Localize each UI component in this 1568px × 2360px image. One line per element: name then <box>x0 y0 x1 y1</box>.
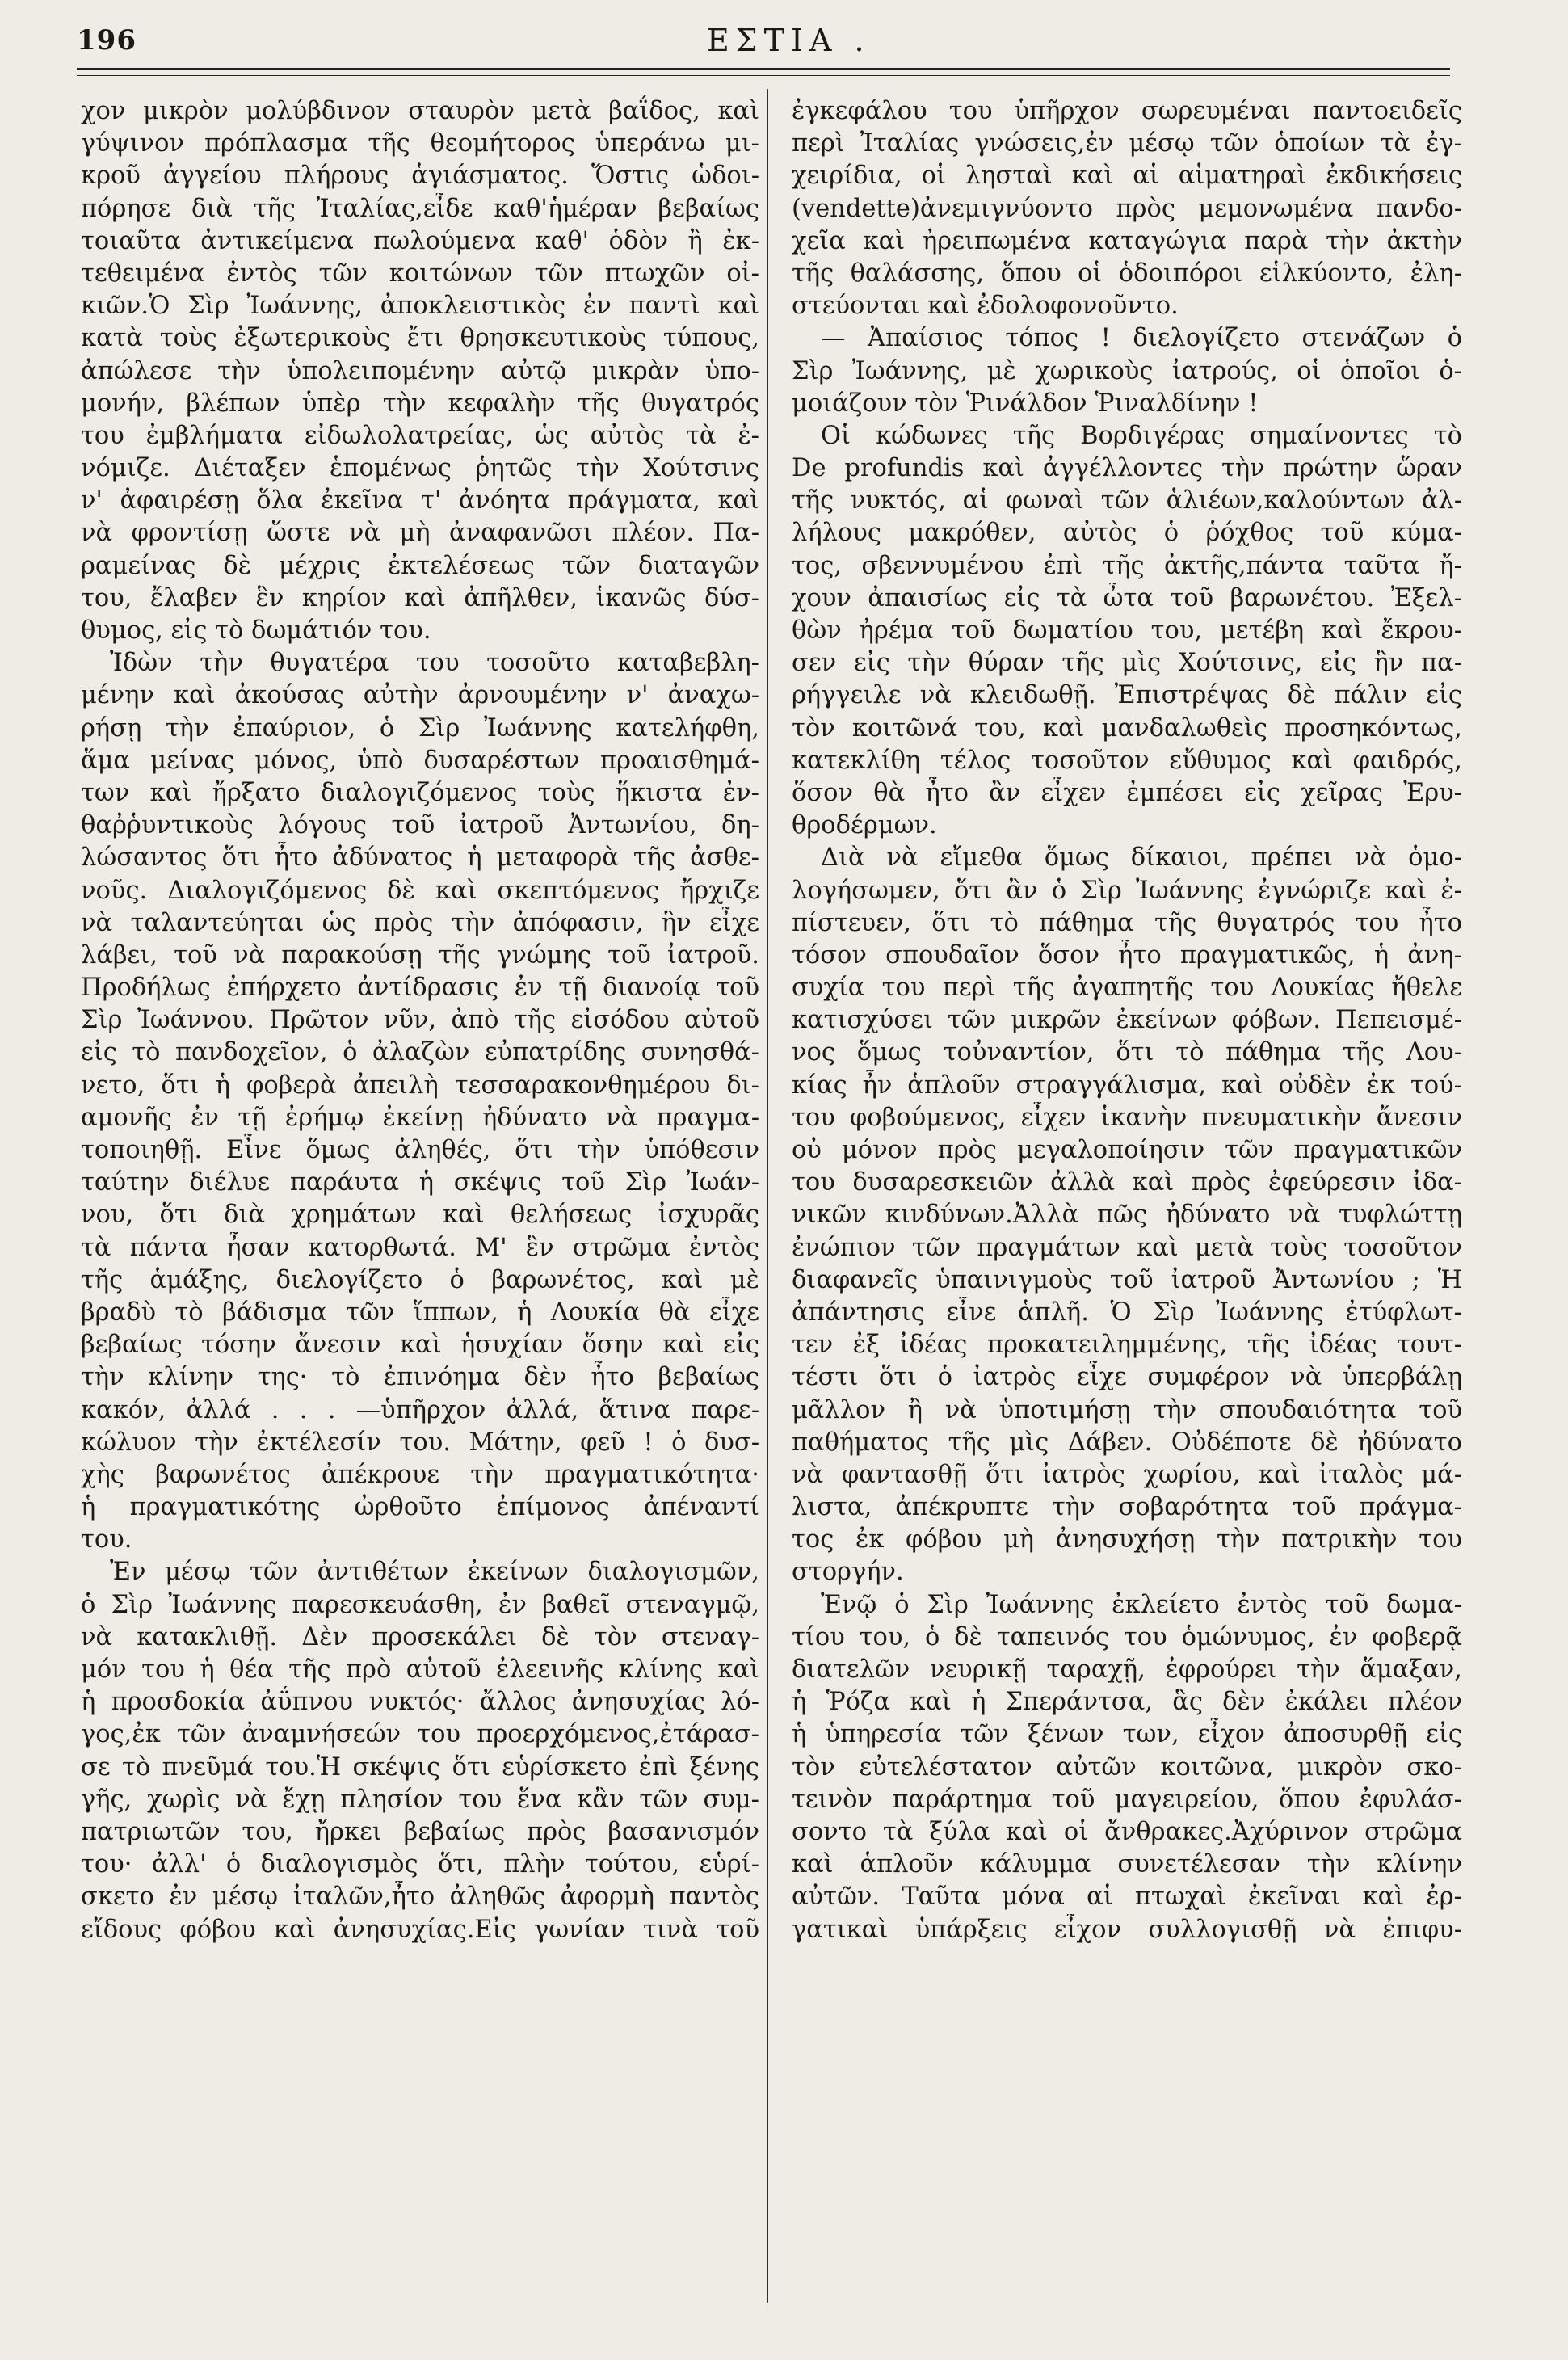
text-line: ν' ἀφαιρέσῃ ὅλα ἐκεῖνα τ' ἀνόητα πράγματα, καὶ <box>81 486 759 515</box>
text-line: λάβει, τοῦ νὰ παρακούσῃ τῆς γνώμης τοῦ ἰατροῦ. <box>81 940 759 970</box>
text-line: ἡ Ῥόζα καὶ ἡ Σπεράντσα, ἃς δὲν ἐκάλει πλέον <box>792 1688 1462 1717</box>
text-line: τῆς νυκτός, αἱ φωναὶ τῶν ἁλιέων,καλούντων ἀλ- <box>792 486 1462 515</box>
text-line: διατελῶν νευρικῇ ταραχῇ, ἐφρούρει τὴν ἅμαξαν, <box>792 1655 1462 1684</box>
text-line: νετο, ὅτι ἡ φοβερὰ ἀπειλὴ τεσσαρακονθημέρου δι- <box>81 1071 759 1100</box>
text-line: πόρησε διὰ τῆς Ἰταλίας,εἶδε καθ'ἡμέραν βεβαίως <box>81 194 759 223</box>
text-line: νοῦς. Διαλογιζόμενος δὲ καὶ σκεπτόμενος ἤρχιζε <box>81 876 759 905</box>
text-line: τὴν κλίνην της· τὸ ἐπινόημα δὲν ἦτο βεβαίως <box>81 1363 759 1392</box>
text-line: τῆς θαλάσσης, ὅπου οἱ ὁδοιπόροι εἱλκύοντο, ἐλη- <box>792 259 1462 288</box>
left-text-column <box>81 95 759 2333</box>
text-line: ἡ ὑπηρεσία τῶν ξένων των, εἶχον ἀποσυρθῇ εἰς <box>792 1720 1462 1749</box>
text-line: ἅμα μείνας μόνος, ὑπὸ δυσαρέστων προαισθημά- <box>81 746 759 775</box>
text-line: μονήν, βλέπων ὑπὲρ τὴν κεφαλὴν τῆς θυγατρός <box>81 389 759 418</box>
text-line: Σὶρ Ἰωάννης, μὲ χωρικοὺς ἰατρούς, οἱ ὁποῖοι ὁ- <box>792 356 1462 385</box>
text-line: Ἐνῷ ὁ Σὶρ Ἰωάννης ἐκλείετο ἐντὸς τοῦ δωμα- <box>821 1590 1462 1619</box>
text-line: οὐ μόνον πρὸς μεγαλοποίησιν τῶν πραγματικῶν <box>792 1136 1462 1164</box>
text-line: Διὰ νὰ εἴμεθα ὅμως δίκαιοι, πρέπει νὰ ὁμο- <box>821 843 1462 873</box>
text-line: θὼν ἠρέμα τοῦ δωματίου του, μετέβη καὶ ἔκρου- <box>792 616 1462 645</box>
text-line: τὸν εὐτελέστατον αὐτῶν κοιτῶνα, μικρὸν σκο- <box>792 1752 1462 1782</box>
text-line: κροῦ ἀγγείου πλήρους ἁγιάσματος. Ὅστις ὡδοι- <box>81 162 759 191</box>
text-line: τόσον σπουδαῖον ὅσον ἦτο πραγματικῶς, ἡ ἀνη- <box>792 940 1462 970</box>
text-line: σκετο ἐν μέσῳ ἰταλῶν,ἦτο ἀληθῶς ἀφορμὴ παντὸς <box>81 1883 759 1912</box>
text-line: λιστα, ἀπέκρυπτε τὴν σοβαρότητα τοῦ πράγμα- <box>792 1493 1462 1522</box>
text-line: μένην καὶ ἀκούσας αὐτὴν ἀρνουμένην ν' ἀναχω- <box>81 681 759 710</box>
text-line: των καὶ ἤρξατο διαλογιζόμενος τοὺς ἥκιστα ἐν- <box>81 778 759 807</box>
text-line: του φοβούμενος, εἶχεν ἱκανὴν πνευματικὴν ἄνεσιν <box>792 1103 1462 1132</box>
text-line: σεν εἰς τὴν θύραν τῆς μὶς Χούτσινς, εἰς ἣν πα- <box>792 649 1462 678</box>
text-line: λήλους μακρόθεν, αὐτὸς ὁ ῥόχθος τοῦ κύμα- <box>792 519 1462 548</box>
text-line: στεύονται καὶ ἐδολοφονοῦντο. <box>792 292 1179 321</box>
text-line: διαφανεῖς ὑπαινιγμοὺς τοῦ ἰατροῦ Ἀντωνίου ; Ἡ <box>792 1265 1462 1294</box>
text-line: νος ὅμως τοὐναντίον, ὅτι τὸ πάθημα τῆς Λου- <box>792 1038 1462 1067</box>
text-line: τεινὸν παράρτημα τοῦ μαγειρείου, ὅπου ἐφυλάσ- <box>792 1785 1462 1814</box>
text-line: πατριωτῶν του, ἤρκει βεβαίως πρὸς βασανισμόν <box>81 1817 759 1846</box>
text-line: ἐνώπιον τῶν πραγμάτων καὶ μετὰ τοὺς τοσοῦτον <box>792 1233 1462 1262</box>
text-line: βεβαίως τόσην ἄνεσιν καὶ ἡσυχίαν ὅσην καὶ εἰς <box>81 1331 759 1360</box>
text-line: μᾶλλον ἢ νὰ ὑποτιμήσῃ τὴν σπουδαιότητα τοῦ <box>792 1395 1462 1424</box>
text-line: σε τὸ πνεῦμά του.Ἡ σκέψις ὅτι εὑρίσκετο ἐπὶ ξένης <box>81 1752 759 1782</box>
page-number: 196 <box>77 24 137 57</box>
text-line: κώλυον τὴν ἐκτέλεσίν του. Μάτην, φεῦ ! ὁ δυσ- <box>81 1428 759 1457</box>
text-line: γύψινον πρόπλασμα τῆς θεομήτορος ὑπεράνω μι- <box>81 129 759 158</box>
text-line: συχία του περὶ τῆς ἀγαπητῆς του Λουκίας ἤθελε <box>792 974 1462 1003</box>
text-line: χειρίδια, οἱ λησταὶ καὶ αἱ αἱματηραὶ ἐκδικήσεις <box>792 162 1462 191</box>
text-line: τὰ πάντα ἦσαν κατορθωτά. Μ' ἓν στρῶμα ἐντὸς <box>81 1233 759 1262</box>
text-line: του δυσαρεσκειῶν ἀλλὰ καὶ πρὸς ἐφεύρεσιν ἰδα- <box>792 1168 1462 1197</box>
text-line: κατισχύσει τῶν μικρῶν ἐκείνων φόβων. Πεπεισμέ- <box>792 1006 1462 1035</box>
text-line: λογήσωμεν, ὅτι ἂν ὁ Σὶρ Ἰωάννης ἐγνώριζε καὶ ἐ- <box>792 876 1462 905</box>
text-line: De profundis καὶ ἀγγέλλοντες τὴν πρώτην ὥραν <box>792 454 1462 483</box>
text-line: γος,ἐκ τῶν ἀναμνήσεών του προερχόμενος,ἐτάρασ- <box>81 1720 759 1749</box>
text-line: τεθειμένα ἐντὸς τῶν κοιτώνων τῶν πτωχῶν οἰ- <box>81 259 759 288</box>
column-divider <box>767 89 768 2303</box>
right-text-column <box>792 95 1462 2333</box>
text-line: ρήγγειλε νὰ κλειδωθῇ. Ἐπιστρέψας δὲ πάλιν εἰς <box>792 681 1462 710</box>
text-line: Ἰδὼν τὴν θυγατέρα του τοσοῦτο καταβεβλη- <box>110 649 759 678</box>
text-line: τέστι ὅτι ὁ ἰατρὸς εἶχε συμφέρον νὰ ὑπερβάλῃ <box>792 1363 1462 1392</box>
header-rule-thick <box>77 68 1450 70</box>
text-line: (vendette)ἀνεμιγνύοντο πρὸς μεμονωμένα πανδο- <box>792 194 1462 223</box>
text-line: εἴδους φόβου καὶ ἀνησυχίας.Εἰς γωνίαν τινὰ τοῦ <box>81 1915 759 1944</box>
text-line: τος, σβεννυμένου ἐπὶ τῆς ἀκτῆς,πάντα ταῦτα ἤ- <box>792 551 1462 580</box>
text-line: γατικαὶ ὑπάρξεις εἶχον συλλογισθῇ νὰ ἐπιφυ- <box>792 1915 1462 1944</box>
text-line: τῆς ἁμάξης, διελογίζετο ὁ βαρωνέτος, καὶ μὲ <box>81 1265 759 1294</box>
text-line: παθήματος τῆς μὶς Δάβεν. Οὐδέποτε δὲ ἠδύνατο <box>792 1428 1462 1457</box>
text-line: αὐτῶν. Ταῦτα μόνα αἱ πτωχαὶ ἐκεῖναι καὶ ἐρ- <box>792 1883 1462 1912</box>
text-line: στοργήν. <box>792 1558 904 1587</box>
text-line: πίστευεν, ὅτι τὸ πάθημα τῆς θυγατρός του ἦτο <box>792 908 1462 937</box>
text-line: καὶ ἁπλοῦν κάλυμμα συνετέλεσαν τὴν κλίνην <box>792 1850 1462 1879</box>
text-line: τίου του, ὁ δὲ ταπεινός του ὁμώνυμος, ἐν φοβερᾷ <box>792 1622 1462 1651</box>
text-line: του. <box>81 1525 132 1554</box>
text-line: κακόν, ἀλλά . . . —ὑπῆρχον ἀλλά, ἅτινα παρε- <box>81 1395 759 1424</box>
text-line: ἀπάντησις εἶνε ἁπλῆ. Ὁ Σὶρ Ἰωάννης ἐτύφλωτ- <box>792 1298 1462 1327</box>
text-line: κατὰ τοὺς ἐξωτερικοὺς ἔτι θρησκευτικοὺς τύπους, <box>81 324 759 353</box>
text-line: κιῶν.Ὁ Σὶρ Ἰωάννης, ἀποκλειστικὸς ἐν παντὶ καὶ <box>81 292 759 321</box>
text-line: ταύτην διέλυε παράυτα ἡ σκέψις τοῦ Σὶρ Ἰωάν- <box>81 1168 759 1197</box>
text-line: ἡ πραγματικότης ὠρθοῦτο ἐπίμονος ἀπέναντί <box>81 1493 759 1522</box>
text-line: ραμείνας δὲ μέχρις ἐκτελέσεως τῶν διαταγῶν <box>81 551 759 580</box>
text-line: χεῖα καὶ ἠρειπωμένα καταγώγια παρὰ τὴν ἀκτὴν <box>792 226 1462 255</box>
text-line: κατεκλίθη τέλος τοσοῦτον εὔθυμος καὶ φαιδρός, <box>792 746 1462 775</box>
text-line: Ἐν μέσῳ τῶν ἀντιθέτων ἐκείνων διαλογισμῶν, <box>110 1558 759 1587</box>
text-line: μοιάζουν τὸν Ῥινάλδον Ῥιναλδίνην ! <box>792 389 1259 418</box>
text-line: του, ἔλαβεν ἓν κηρίον καὶ ἀπῆλθεν, ἱκανῶς δύσ- <box>81 583 759 612</box>
text-line: νικῶν κινδύνων.Ἀλλὰ πῶς ἠδύνατο νὰ τυφλώττῃ <box>792 1201 1462 1230</box>
page-header <box>77 21 1450 61</box>
text-line: νου, ὅτι διὰ χρημάτων καὶ θελήσεως ἰσχυρᾶς <box>81 1201 759 1230</box>
text-line: ἀπώλεσε τὴν ὑπολειπομένην αὐτῷ μικρὰν ὑπο- <box>81 356 759 385</box>
text-line: νὰ κατακλιθῇ. Δὲν προσεκάλει δὲ τὸν στεναγ- <box>81 1622 759 1651</box>
text-line: γῆς, χωρὶς νὰ ἔχῃ πλησίον του ἕνα κἂν τῶν συμ- <box>81 1785 759 1814</box>
text-line: βραδὺ τὸ βάδισμα τῶν ἵππων, ἡ Λουκία θὰ εἶχε <box>81 1298 759 1327</box>
text-line: του· ἀλλ' ὁ διαλογισμὸς ὅτι, πλὴν τούτου, εὑρί- <box>81 1850 759 1879</box>
text-line: Προδήλως ἐπήρχετο ἀντίδρασις ἐν τῇ διανοίᾳ τοῦ <box>81 974 759 1003</box>
text-line: τεν ἐξ ἰδέας προκατειλημμένης, τῆς ἰδέας τουτ- <box>792 1331 1462 1360</box>
text-line: χον μικρὸν μολύβδινον σταυρὸν μετὰ βαΐδος, καὶ <box>81 97 759 125</box>
text-line: εἰς τὸ πανδοχεῖον, ὁ ἀλαζὼν εὐπατρίδης συνησθά- <box>81 1038 759 1067</box>
text-line: χὴς βαρωνέτος ἀπέκρουε τὴν πραγματικότητα· <box>81 1460 759 1489</box>
text-line: κίας ἦν ἁπλοῦν στραγγάλισμα, καὶ οὐδὲν ἐκ τού- <box>792 1071 1462 1100</box>
text-line: σοντο τὰ ξύλα καὶ οἱ ἄνθρακες.Ἀχύρινον στρῶμα <box>792 1817 1462 1846</box>
text-line: περὶ Ἰταλίας γνώσεις,ἐν μέσῳ τῶν ὁποίων τὰ ἐγ- <box>792 129 1462 158</box>
text-line: αμονῆς ἐν τῇ ἐρήμῳ ἐκείνῃ ἠδύνατο νὰ πραγμα- <box>81 1103 759 1132</box>
text-line: νὰ φροντίσῃ ὥστε νὰ μὴ ἀναφανῶσι πλέον. Πα- <box>81 519 759 548</box>
text-line: ἐγκεφάλου του ὑπῆρχον σωρευμέναι παντοειδεῖς <box>792 97 1462 125</box>
text-line: ἡ προσδοκία ἀΰπνου νυκτός· ἄλλος ἀνησυχίας λό- <box>81 1688 759 1717</box>
text-line: μόν του ἡ θέα τῆς πρὸ αὐτοῦ ἐλεεινῆς κλίνης καὶ <box>81 1655 759 1684</box>
text-line: του ἐμβλήματα εἰδωλολατρείας, ὡς αὐτὸς τὰ ἐ- <box>81 421 759 450</box>
text-line: τοποιηθῇ. Εἶνε ὅμως ἀληθές, ὅτι τὴν ὑπόθεσιν <box>81 1136 759 1164</box>
text-line: τὸν κοιτῶνά του, καὶ μανδαλωθεὶς προσηκόντως, <box>792 713 1462 742</box>
text-line: νὰ φαντασθῇ ὅτι ἰατρὸς χωρίου, καὶ ἰταλὸς μά- <box>792 1460 1462 1489</box>
text-line: Οἱ κώδωνες τῆς Βορδιγέρας σημαίνοντες τὸ <box>821 421 1462 450</box>
text-line: Σὶρ Ἰωάννου. Πρῶτον νῦν, ἀπὸ τῆς εἰσόδου αὐτοῦ <box>81 1006 759 1035</box>
text-line: ὅσον θὰ ἦτο ἂν εἶχεν ἐμπέσει εἰς χεῖρας Ἐρυ- <box>792 778 1462 807</box>
text-line: νὰ ταλαντεύηται ὡς πρὸς τὴν ἀπόφασιν, ἣν εἶχε <box>81 908 759 937</box>
text-line: θαῤῥυντικοὺς λόγους τοῦ ἰατροῦ Ἀντωνίου, δη- <box>81 811 759 840</box>
text-line: λώσαντος ὅτι ἦτο ἀδύνατος ἡ μεταφορὰ τῆς ἀσθε- <box>81 843 759 873</box>
text-line: — Ἀπαίσιος τόπος ! διελογίζετο στενάζων ὁ <box>821 324 1462 353</box>
header-rule-thin <box>77 75 1450 76</box>
text-line: νόμιζε. Διέταξεν ἑπομένως ῥητῶς τὴν Χούτσινς <box>81 454 759 483</box>
text-line: θροδέρμων. <box>792 811 937 840</box>
text-line: τος ἐκ φόβου μὴ ἀνησυχήσῃ τὴν πατρικὴν του <box>792 1525 1462 1554</box>
running-title: ΕΣΤΙΑ . <box>707 23 871 58</box>
text-line: θυμος, εἰς τὸ δωμάτιόν του. <box>81 616 431 645</box>
text-line: ρήσῃ τὴν ἐπαύριον, ὁ Σὶρ Ἰωάννης κατελήφθη, <box>81 713 759 742</box>
text-line: ὁ Σὶρ Ἰωάννης παρεσκευάσθη, ἐν βαθεῖ στεναγμῷ, <box>81 1590 759 1619</box>
text-line: χουν ἀπαισίως εἰς τὰ ὦτα τοῦ βαρωνέτου. Ἐξελ- <box>792 583 1462 612</box>
text-line: τοιαῦτα ἀντικείμενα πωλούμενα καθ' ὁδὸν ἢ ἐκ- <box>81 226 759 255</box>
